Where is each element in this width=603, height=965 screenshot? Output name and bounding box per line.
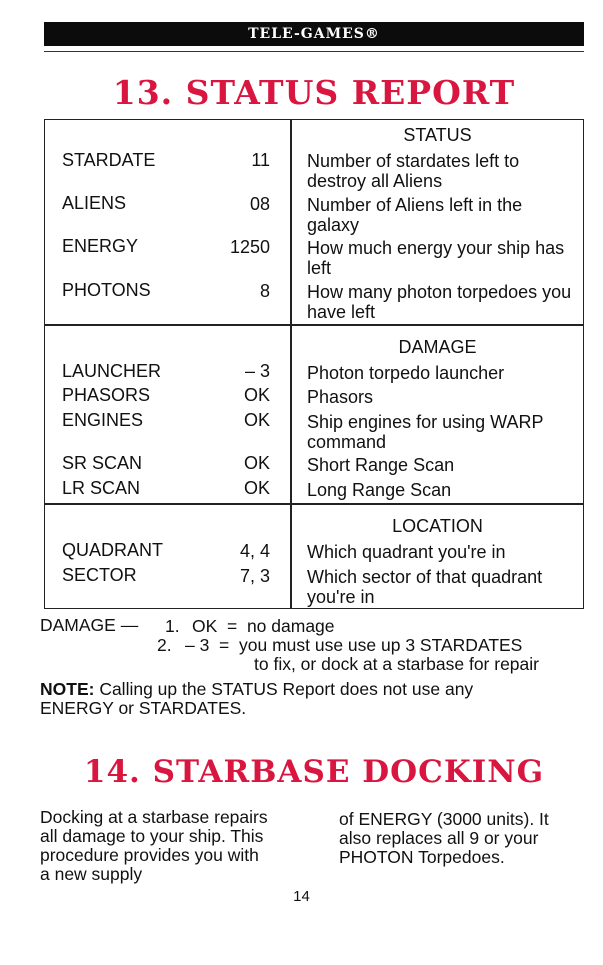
- section-title-starbase-docking: 14. STARBASE DOCKING: [83, 754, 545, 790]
- status-report-table: [44, 119, 584, 609]
- sr-scan-label: SR SCAN: [62, 453, 143, 473]
- quadrant-desc: Which quadrant you're in: [307, 542, 506, 562]
- photons-value: 8: [259, 281, 270, 301]
- note-label: NOTE:: [40, 679, 95, 699]
- header-rule: [44, 51, 584, 52]
- aliens-value: 08: [249, 194, 270, 214]
- damage-heading: DAMAGE: [398, 337, 477, 357]
- page-number: 14: [293, 888, 310, 905]
- photons-desc: How many photon torpedoes you have left: [307, 282, 572, 322]
- quadrant-label: QUADRANT: [62, 540, 164, 560]
- docking-text-col2: of ENERGY (3000 units). It also replaces all 9 or your PHOTON Torpedoes.: [339, 809, 549, 867]
- energy-label: ENERGY: [62, 236, 139, 256]
- status-heading: STATUS: [403, 125, 472, 145]
- photons-label: PHOTONS: [62, 280, 151, 300]
- engines-desc: Ship engines for using WARP command: [307, 412, 544, 452]
- energy-desc: How much energy your ship has left: [307, 238, 565, 278]
- engines-value: OK: [243, 410, 270, 430]
- sector-desc: Which sector of that quadrant you're in: [307, 567, 543, 607]
- sr-scan-desc: Short Range Scan: [307, 455, 455, 475]
- energy-value: 1250: [229, 237, 270, 257]
- lr-scan-label: LR SCAN: [62, 478, 141, 498]
- engines-label: ENGINES: [62, 410, 144, 430]
- damage-note-item2-cont: to fix, or dock at a starbase for repair: [254, 654, 539, 674]
- lr-scan-desc: Long Range Scan: [307, 480, 452, 500]
- stardate-value: 11: [251, 150, 270, 170]
- header-brand-bar: [44, 22, 584, 46]
- status-note: [40, 680, 510, 718]
- table-divider-damage-location: [45, 503, 583, 505]
- table-divider-status-damage: [45, 324, 583, 326]
- lr-scan-value: OK: [243, 478, 270, 498]
- damage-note-item1-text: OK = no damage: [192, 616, 335, 636]
- aliens-desc: Number of Aliens left in the galaxy: [307, 195, 523, 235]
- phasors-desc: Phasors: [307, 387, 374, 407]
- damage-note-item2-text: – 3 = you must use use up 3 STARDATES: [185, 635, 523, 655]
- stardate-label: STARDATE: [62, 150, 156, 170]
- damage-note-item1-num: 1.: [165, 616, 180, 636]
- launcher-label: LAUNCHER: [62, 361, 162, 381]
- damage-note-item2-num: 2.: [157, 635, 172, 655]
- sr-scan-value: OK: [243, 453, 270, 473]
- launcher-value: – 3: [244, 361, 270, 381]
- aliens-label: ALIENS: [62, 193, 127, 213]
- sector-label: SECTOR: [62, 565, 137, 585]
- section-title-status-report: 13. STATUS REPORT: [112, 73, 516, 112]
- quadrant-value: 4, 4: [239, 541, 270, 561]
- launcher-desc: Photon torpedo launcher: [307, 363, 505, 383]
- phasors-label: PHASORS: [62, 385, 151, 405]
- sector-value: 7, 3: [239, 566, 270, 586]
- damage-note-prefix: DAMAGE —: [40, 615, 139, 635]
- phasors-value: OK: [243, 385, 270, 405]
- stardate-desc: Number of stardates left to destroy all Aliens: [307, 151, 520, 191]
- note-text: Calling up the STATUS Report does not use any ENERGY or STARDATES.: [40, 679, 474, 718]
- location-heading: LOCATION: [392, 516, 483, 536]
- brand-label: TELE-GAMES®: [248, 26, 380, 42]
- docking-text-col1: Docking at a starbase repairs all damage to your ship. This procedure provides you with a new supply: [40, 807, 268, 884]
